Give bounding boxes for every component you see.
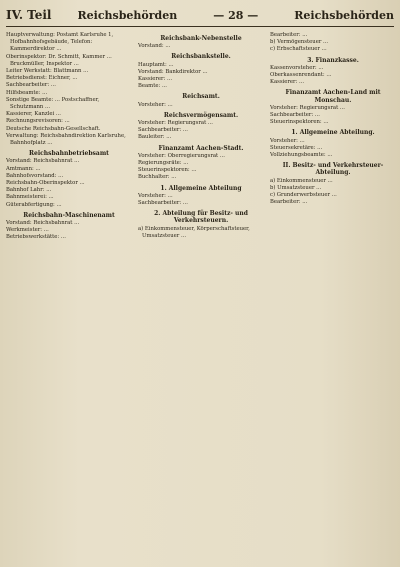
entry-text: Vorstand: Bankdirektor ... <box>138 68 208 75</box>
section-heading: Finanzamt Aachen-Stadt. <box>158 144 244 152</box>
entry-text: Reichsbahn-Oberinspektor ... <box>6 180 85 187</box>
entry-text: a) Einkommensteuer, Körperschaftsteuer, Umsatzsteuer ... <box>138 225 250 239</box>
page-number: — 28 — <box>213 8 259 22</box>
entry-text: Güterabfertigung: ... <box>6 201 62 208</box>
entry-text: Steuersekretäre: ... <box>270 144 323 151</box>
entry-text: Sachbearbeiter: ... <box>6 82 56 89</box>
entry-text: Sachbearbeiter: ... <box>138 127 188 134</box>
section-heading: Finanzamt Aachen-Land mit Monschau. <box>285 89 381 104</box>
entry-text: Werkmeister: ... <box>6 227 49 234</box>
section-heading: II. Besitz- und Verkehrsteuer-Abteilung. <box>282 162 384 177</box>
section-label: IV. Teil <box>6 8 52 22</box>
entry-text: Hilfsbeamte: ... <box>6 89 48 96</box>
entry-text: Vorsteher: ... <box>270 137 305 144</box>
entry-text: Vorsteher: ... <box>138 101 173 108</box>
entry-text: Sachbearbeiter: ... <box>138 200 188 207</box>
section-heading: 3. Finanzkasse. <box>307 56 359 64</box>
entry-text: Vorsteher: Oberregierungsrat ... <box>138 152 225 159</box>
entry-text: Kassenvorsteher: ... <box>270 64 324 71</box>
entry-text: Leiter Werkstatt: Blattmann ... <box>6 68 89 75</box>
section-heading: Reichsbahnbetriebsamt <box>29 150 109 158</box>
entry-text: Kassierer: ... <box>270 79 305 86</box>
section-heading: 2. Abteilung für Besitz- und Verkehrsteuern. <box>154 210 248 225</box>
entry-text: Oberinspektor: Dr. Schmitt, Kammer ... Bruckmüller, Inspektor ... <box>6 53 112 67</box>
entry-text: Bahnhofsvorstand: ... <box>6 172 64 179</box>
entry-text: Steuerinspektoren: ... <box>270 119 329 126</box>
entry-text: Bahnhof Lahr: ... <box>6 187 52 194</box>
entry-text: Sonstige Beamte: ... Postschaffner, Schutzmann ... <box>6 96 100 111</box>
section-heading: Reichsbahn-Maschinenamt <box>23 211 115 219</box>
entry-text: Kassierer: ... <box>138 76 173 83</box>
entry-text: Vorsteher: ... <box>138 192 173 199</box>
column-2 <box>138 32 264 565</box>
entry-text: Vorstand: ... <box>138 43 171 50</box>
entry-text: c) Erbschaftsteuer ... <box>270 46 327 53</box>
section-heading: Reichsvermögensamt. <box>163 111 239 119</box>
entry-text: Vorsteher: Regierungsrat ... <box>270 104 345 111</box>
entry-text: Steuerinspektoren: ... <box>138 167 197 174</box>
section-heading: 1. Allgemeine Abteilung <box>160 184 242 192</box>
entry-text: Rechnungsrevisoren: ... <box>6 118 70 125</box>
entry-text: b) Umsatzsteuer ... <box>270 184 322 191</box>
entry-text: Regierungsräte: ... <box>138 160 189 167</box>
entry-text: Vorsteher: Regierungsrat ... <box>138 120 213 127</box>
entry-text: Sachbearbeiter: ... <box>270 112 320 119</box>
entry-text: Bahnmeisterei: ... <box>6 194 54 201</box>
text-columns <box>6 32 396 565</box>
entry-text: Kassierer, Kanzlei ... <box>6 111 61 118</box>
running-title-right: Reichsbehörden <box>294 8 394 22</box>
section-heading: Reichsbank-Nebenstelle <box>160 35 242 42</box>
section-heading: Reichsamt. <box>182 93 220 101</box>
section-heading: 1. Allgemeine Abteilung. <box>291 129 375 137</box>
entry-text: Hauptverwaltung: Postamt Karlsruhe 1, Hofbahnhofsgebäude, Telefon: Kammerdirektor ... <box>6 32 114 53</box>
entry-text: Hauptamt: ... <box>138 61 174 68</box>
column-3 <box>270 32 396 565</box>
page-header <box>6 4 394 27</box>
entry-text: Vollziehungsbeamte: ... <box>270 152 333 159</box>
entry-text: Bearbeiter: ... <box>270 32 308 38</box>
section-heading: Reichsbankstelle. <box>171 53 231 61</box>
running-title-left: Reichsbehörden <box>77 8 178 22</box>
entry-text: Verwaltung: Reichsbahndirektion Karlsruhe, Bahnhofplatz ... <box>6 132 126 147</box>
entry-text: Betriebsdienst: Eichner, ... <box>6 75 78 82</box>
entry-text: Bearbeiter: ... <box>270 199 308 206</box>
entry-text: Bauleiter: ... <box>138 134 172 141</box>
entry-text: b) Vermögensteuer ... <box>270 39 329 46</box>
entry-text: Vorstand: Reichsbahnrat ... <box>6 220 80 227</box>
entry-text: Betriebswerkstätte: ... <box>6 234 66 241</box>
column-1 <box>6 32 132 565</box>
entry-text: c) Grunderwerbsteuer ... <box>270 192 337 199</box>
entry-text: Amtmann: ... <box>6 165 41 172</box>
entry-text: Deutsche Reichsbahn-Gesellschaft. <box>6 125 101 132</box>
entry-text: a) Einkommensteuer ... <box>270 177 333 184</box>
entry-text: Buchhalter: ... <box>138 174 177 181</box>
entry-text: Vorstand: Reichsbahnrat ... <box>6 158 80 165</box>
entry-text: Beamte: ... <box>138 83 167 90</box>
entry-text: Oberkassenrendant: ... <box>270 72 332 79</box>
